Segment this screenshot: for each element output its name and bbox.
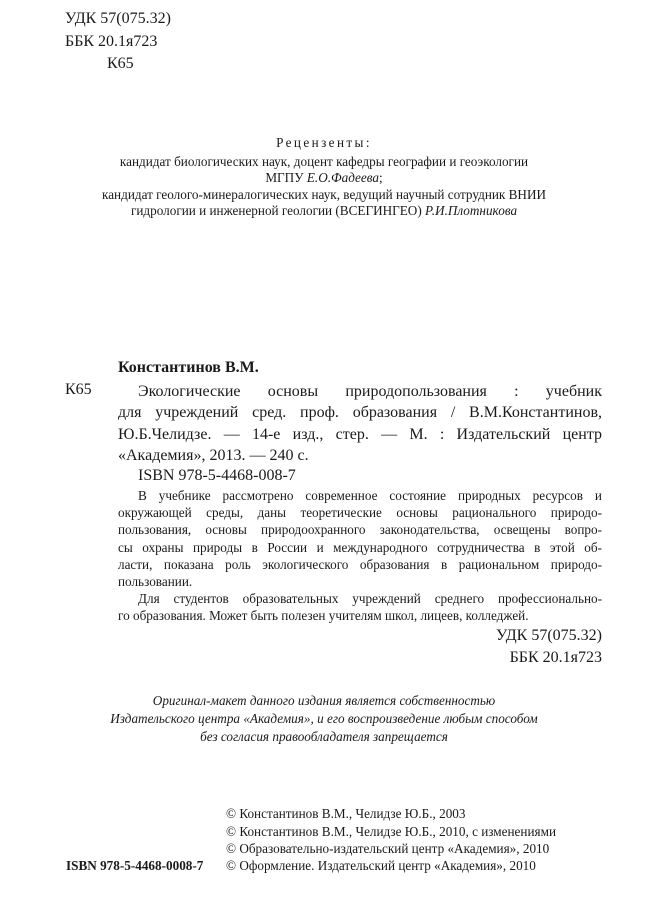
catalog-mark: К65 — [65, 381, 92, 398]
audience-line: го образования. Может быть полезен учителям школ, лицеев, колледжей. — [118, 608, 529, 624]
audience-line: Для студентов образовательных учреждений среднего профессионально- — [138, 591, 602, 606]
reviewer-1-name: Е.О.Фадеева — [306, 170, 379, 185]
copyright-line: © Константинов В.М., Челидзе Ю.Б., 2003 — [226, 806, 466, 821]
annotation-line: сы охраны природы в России и международного сотрудничества в этой об- — [118, 539, 602, 555]
annotation — [118, 487, 602, 590]
annotation-line: пользования, основы природоохранного законодательства, освещены вопро- — [118, 522, 602, 538]
catalog-author: Константинов В.М. — [118, 359, 259, 376]
reviewer-1-line-1: кандидат биологических наук, доцент кафедры географии и геоэкологии — [119, 154, 529, 169]
annotation-line: ласти, показана роль экологического образования в рациональном природо- — [118, 556, 602, 572]
reviewer-1-separator: ; — [378, 170, 383, 185]
reviewer-2-line-1: кандидат геолого-минералогических наук, ведущий научный сотрудник ВНИИ — [102, 187, 546, 202]
catalog-title-line: Ю.Б.Челидзе. — 14-е изд., стер. — М. : Издательский центр — [118, 425, 602, 443]
reviewer-1-line-2 — [0, 170, 648, 186]
reviewer-1-affiliation: МГПУ — [265, 170, 307, 185]
annotation-line: В учебнике рассмотрено современное состояние природных ресурсов и — [138, 488, 602, 503]
copyright-line: © Оформление. Издательский центр «Академия», 2010 — [226, 858, 536, 873]
copyright-line: © Образовательно-издательский центр «Академия», 2010 — [226, 841, 550, 856]
catalog-title-block — [118, 381, 602, 466]
author-mark: К65 — [107, 55, 134, 72]
annotation-line: пользовании. — [118, 574, 193, 590]
catalog-bbk: ББК 20.1я723 — [509, 649, 602, 666]
copyright-line: © Константинов В.М., Челидзе Ю.Б., 2010, с изменениями — [226, 824, 556, 839]
notice-line: Оригинал-макет данного издания является собственностью — [152, 693, 496, 708]
reviewer-2-line-2 — [0, 203, 648, 219]
catalog-udk: УДК 57(075.32) — [496, 627, 602, 644]
udk-code: УДК 57(075.32) — [65, 10, 171, 27]
reviewer-2-name: Р.И.Плотникова — [425, 203, 518, 218]
audience — [118, 590, 602, 624]
notice-line: Издательского центра «Академия», и его воспроизведение любым способом — [110, 711, 538, 726]
footer-isbn: ISBN 978-5-4468-0008-7 — [66, 858, 204, 873]
reviewers-heading: Рецензенты: — [276, 135, 372, 150]
catalog-isbn: ISBN 978-5-4468-008-7 — [138, 467, 296, 484]
reviewer-2-affiliation: гидрологии и инженерной геологии (ВСЕГИНГЕО) — [130, 203, 426, 218]
bbk-code: ББК 20.1я723 — [65, 33, 158, 50]
annotation-line: окружающей среды, даны теоретические основы рационального природо- — [118, 505, 602, 521]
catalog-title-line: Экологические основы природопользования : учебник — [138, 383, 602, 400]
catalog-title-line: «Академия», 2013. — 240 с. — [118, 446, 309, 464]
notice-line: без согласия правообладателя запрещается — [200, 729, 448, 744]
catalog-title-line: для учреждений сред. проф. образования / В.М.Константинов, — [118, 404, 602, 422]
